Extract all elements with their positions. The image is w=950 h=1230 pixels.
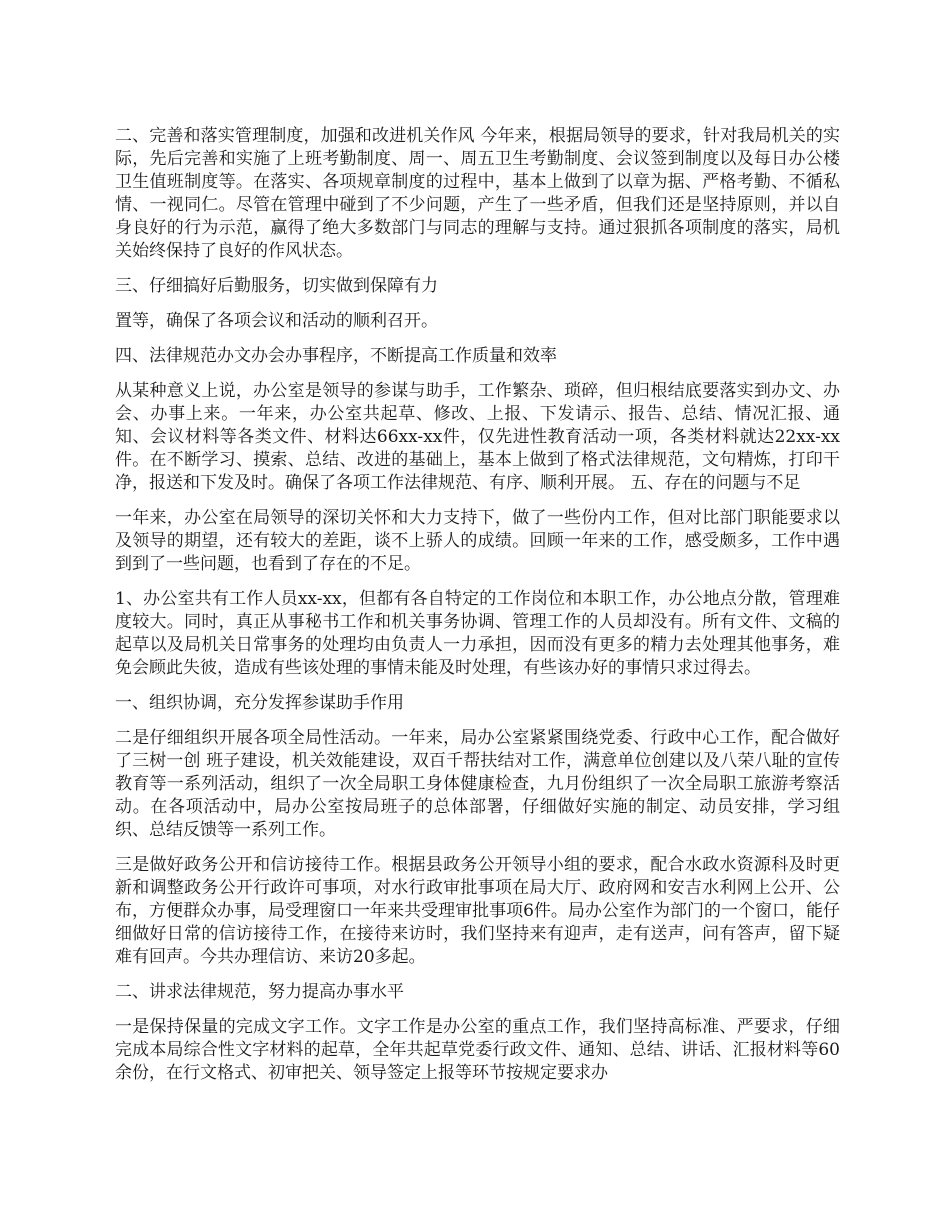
document-body [115,125,840,1097]
paragraph-public-affairs: 三是做好政务公开和信访接待工作。根据县政务公开领导小组的要求，配合水政水资源科及时更新和调整政务公开行政许可事项，对水行政审批事项在局大厅、政府网和安吉水利网上公开、公布，方便群众办事，局受理窗口一年来共受理审批事项6件。局办公室作为部门的一个窗口，能仔细做好日常的信访接待工作，在接待来访时，我们坚持来有迎声，走有送声，问有答声，留下疑难有回声。今共办理信访、来访20多起。 [115,855,840,967]
paragraph-year-review: 一年来，办公室在局领导的深切关怀和大力支持下，做了一些份内工作，但对比部门职能要求以及领导的期望，还有较大的差距，谈不上骄人的成绩。回顾一年来的工作，感受颇多，工作中遇到到了一些问题，也看到了存在的不足。 [115,508,840,574]
paragraph-meetings: 置等，确保了各项会议和活动的顺利召开。 [115,311,438,331]
paragraph-management-system: 二、完善和落实管理制度，加强和改进机关作风 今年来，根据局领导的要求，针对我局机关的实际，先后完善和实施了上班考勤制度、周一、周五卫生考勤制度、会议签到制度以及每日办公楼卫生值班制度等。在落实、各项规章制度的过程中，基本上做到了以章为据、严格考勤、不循私情、一视同仁。尽管在管理中碰到了不少问题，产生了一些矛盾，但我们还是坚持原则，并以自身良好的行为示范，赢得了绝大多数部门与同志的理解与支持。通过狠抓各项制度的落实，局机关始终保持了良好的作风状态。 [115,126,840,261]
paragraph-office-role: 从某种意义上说，办公室是领导的参谋与助手，工作繁杂、琐碎，但归根结底要落实到办文、办会、办事上来。一年来，办公室共起草、修改、上报、下发请示、报告、总结、情况汇报、通知、会议材料等各类文件、材料达66xx-xx件，仅先进性教育活动一项，各类材料就达22xx-xx件。在不断学习、摸索、总结、改进的基础上，基本上做到了格式法律规范，文句精炼，打印干净，报送和下发及时。确保了各项工作法律规范、有序、顺利开展。 五、存在的问题与不足 [115,381,840,493]
heading-legal-procedures: 四、法律规范办文办会办事程序，不断提高工作质量和效率 [115,346,557,366]
paragraph-staffing-issue: 1、办公室共有工作人员xx-xx，但都有各自特定的工作岗位和本职工作，办公地点分散，管理难度较大。同时，真正从事秘书工作和机关事务协调、管理工作的人员却没有。所有文件、文稿的起草以及局机关日常事务的处理均由负责人一力承担，因而没有更多的精力去处理其他事务，难免会顾此失彼，造成有些该处理的事情未能及时处理，有些该办好的事情只求过得去。 [115,589,840,678]
heading-legal-standards: 二、讲求法律规范，努力提高办事水平 [115,982,404,1002]
heading-coordination: 一、组织协调，充分发挥参谋助手作用 [115,693,404,713]
paragraph-writing-work: 一是保持保量的完成文字工作。文字工作是办公室的重点工作，我们坚持高标准、严要求，仔细完成本局综合性文字材料的起草，全年共起草党委行政文件、通知、总结、讲话、汇报材料等60余份，在行文格式、初审把关、领导签定上报等环节按规定要求办 [115,1017,840,1083]
heading-logistics-service: 三、仔细搞好后勤服务，切实做到保障有力 [115,276,438,296]
paragraph-activities: 二是仔细组织开展各项全局性活动。一年来，局办公室紧紧围绕党委、行政中心工作，配合做好了三树一创 班子建设，机关效能建设，双百千帮扶结对工作，满意单位创建以及八荣八耻的宣传教育等一系列活动，组织了一次全局职工身体健康检查，九月份组织了一次全局职工旅游考察活动。在各项活动中，局办公室按局班子的总体部署，仔细做好实施的制定、动员安排，学习组织、总结反馈等一系列工作。 [115,728,840,840]
